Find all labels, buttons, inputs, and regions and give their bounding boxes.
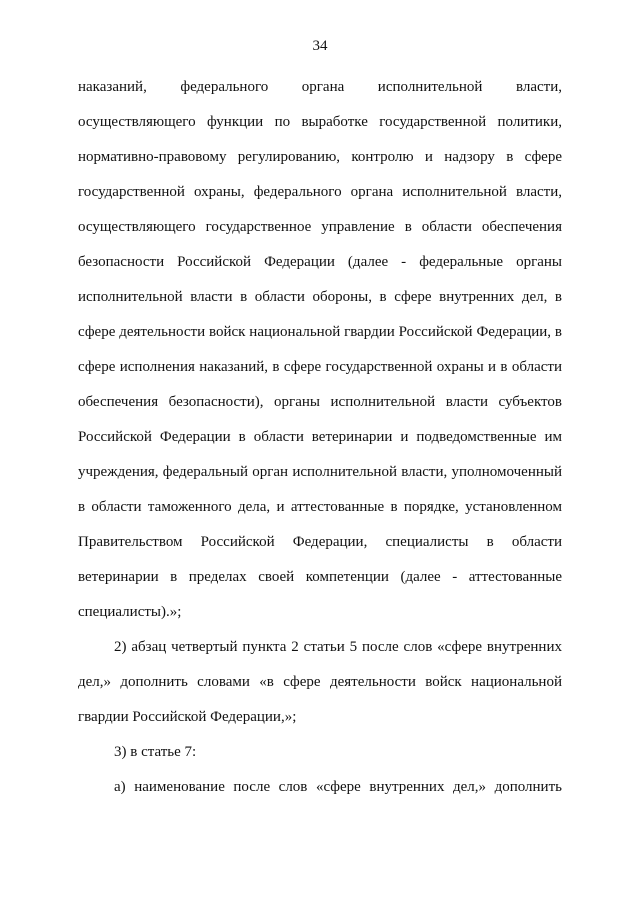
text-line: ветеринарии в пределах своей компетенции (далее - аттестованные (78, 569, 562, 585)
text-line: 3) в статье 7: (114, 744, 197, 760)
text-line: исполнительной власти в области обороны, в сфере внутренних дел, в (78, 289, 562, 305)
text-line: в области таможенного дела, и аттестованные в порядке, установленном (78, 499, 562, 515)
text-line: дел,» дополнить словами «в сфере деятельности войск национальной (78, 674, 562, 690)
text-line: специалисты).»; (78, 604, 182, 620)
text-line: обеспечения безопасности), органы исполнительной власти субъектов (78, 394, 562, 410)
page-number: 34 (312, 38, 328, 54)
text-line: осуществляющего функции по выработке государственной политики, (78, 114, 562, 130)
text-line: 2) абзац четвертый пункта 2 статьи 5 после слов «сфере внутренних (114, 639, 562, 655)
text-line: а) наименование после слов «сфере внутренних дел,» дополнить (114, 779, 562, 795)
text-line: Российской Федерации в области ветеринарии и подведомственные им (78, 429, 562, 445)
text-line: нормативно-правовому регулированию, контролю и надзору в сфере (78, 149, 562, 165)
text-line: учреждения, федеральный орган исполнительной власти, уполномоченный (78, 464, 562, 480)
text-line: гвардии Российской Федерации,»; (78, 709, 297, 725)
text-line: государственной охраны, федерального органа исполнительной власти, (78, 184, 562, 200)
text-line: осуществляющего государственное управление в области обеспечения (78, 219, 562, 235)
text-line: Правительством Российской Федерации, специалисты в области (78, 534, 562, 550)
text-line: наказаний, федерального органа исполнительной власти, (78, 79, 562, 95)
text-line: сфере исполнения наказаний, в сфере государственной охраны и в области (78, 359, 562, 375)
text-line: сфере деятельности войск национальной гвардии Российской Федерации, в (78, 324, 562, 340)
document-body (78, 70, 562, 805)
text-line: безопасности Российской Федерации (далее - федеральные органы (78, 254, 562, 270)
